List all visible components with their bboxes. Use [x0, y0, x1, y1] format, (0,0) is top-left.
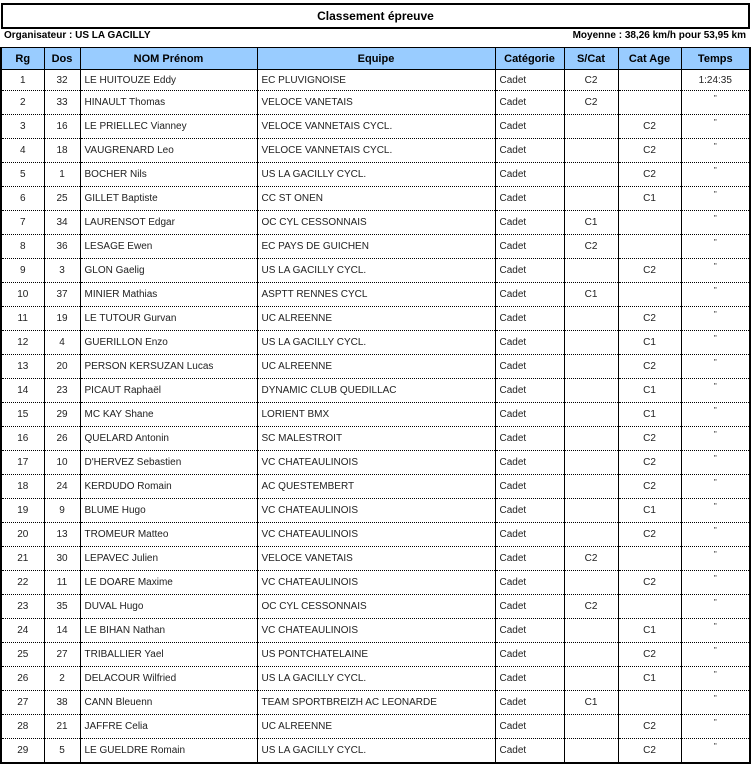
- rank-cell: 14: [1, 379, 44, 403]
- category-cell: Cadet: [495, 70, 564, 91]
- time-cell: ": [681, 571, 750, 595]
- column-header-cat-age: Cat Age: [618, 48, 681, 70]
- cat-age-cell: C1: [618, 667, 681, 691]
- name-cell: BOCHER Nils: [80, 163, 257, 187]
- subcategory-cell: [564, 523, 618, 547]
- average-speed-label: Moyenne : 38,26 km/h pour 53,95 km: [572, 30, 746, 41]
- subcategory-cell: [564, 187, 618, 211]
- name-cell: PERSON KERSUZAN Lucas: [80, 355, 257, 379]
- table-row: [1, 427, 750, 451]
- cat-age-cell: C2: [618, 115, 681, 139]
- category-cell: Cadet: [495, 667, 564, 691]
- name-cell: LE DOARE Maxime: [80, 571, 257, 595]
- subcategory-cell: [564, 355, 618, 379]
- cat-age-cell: C1: [618, 619, 681, 643]
- table-row: [1, 70, 750, 91]
- team-cell: US LA GACILLY CYCL.: [257, 331, 495, 355]
- rank-cell: 23: [1, 595, 44, 619]
- category-cell: Cadet: [495, 91, 564, 115]
- time-cell: ": [681, 163, 750, 187]
- table-row: [1, 259, 750, 283]
- cat-age-cell: C2: [618, 259, 681, 283]
- subcategory-cell: [564, 379, 618, 403]
- category-cell: Cadet: [495, 739, 564, 764]
- category-cell: Cadet: [495, 499, 564, 523]
- page-title: Classement épreuve: [1, 3, 750, 29]
- subcategory-cell: [564, 163, 618, 187]
- table-row: [1, 235, 750, 259]
- name-cell: LE PRIELLEC Vianney: [80, 115, 257, 139]
- time-cell: ": [681, 235, 750, 259]
- cat-age-cell: [618, 211, 681, 235]
- team-cell: OC CYL CESSONNAIS: [257, 211, 495, 235]
- bib-cell: 14: [44, 619, 80, 643]
- category-cell: Cadet: [495, 523, 564, 547]
- time-cell: ": [681, 331, 750, 355]
- cat-age-cell: [618, 547, 681, 571]
- rank-cell: 25: [1, 643, 44, 667]
- subcategory-cell: [564, 427, 618, 451]
- time-cell: ": [681, 715, 750, 739]
- bib-cell: 30: [44, 547, 80, 571]
- team-cell: DYNAMIC CLUB QUEDILLAC: [257, 379, 495, 403]
- name-cell: CANN Bleuenn: [80, 691, 257, 715]
- table-row: [1, 691, 750, 715]
- table-row: [1, 331, 750, 355]
- name-cell: LE BIHAN Nathan: [80, 619, 257, 643]
- time-cell: ": [681, 355, 750, 379]
- cat-age-cell: [618, 70, 681, 91]
- team-cell: US LA GACILLY CYCL.: [257, 667, 495, 691]
- time-cell: ": [681, 451, 750, 475]
- table-row: [1, 739, 750, 764]
- subcategory-cell: [564, 139, 618, 163]
- team-cell: OC CYL CESSONNAIS: [257, 595, 495, 619]
- rank-cell: 18: [1, 475, 44, 499]
- subcategory-cell: [564, 499, 618, 523]
- category-cell: Cadet: [495, 187, 564, 211]
- table-row: [1, 643, 750, 667]
- time-cell: ": [681, 667, 750, 691]
- table-row: [1, 355, 750, 379]
- time-cell: ": [681, 475, 750, 499]
- subcategory-cell: [564, 259, 618, 283]
- subcategory-cell: [564, 619, 618, 643]
- time-cell: ": [681, 523, 750, 547]
- rank-cell: 9: [1, 259, 44, 283]
- column-header-name: NOM Prénom: [80, 48, 257, 70]
- rank-cell: 27: [1, 691, 44, 715]
- rank-cell: 21: [1, 547, 44, 571]
- rank-cell: 11: [1, 307, 44, 331]
- bib-cell: 18: [44, 139, 80, 163]
- team-cell: VELOCE VANNETAIS CYCL.: [257, 139, 495, 163]
- subcategory-cell: [564, 307, 618, 331]
- category-cell: Cadet: [495, 691, 564, 715]
- bib-cell: 20: [44, 355, 80, 379]
- bib-cell: 27: [44, 643, 80, 667]
- name-cell: VAUGRENARD Leo: [80, 139, 257, 163]
- name-cell: HINAULT Thomas: [80, 91, 257, 115]
- table-row: [1, 475, 750, 499]
- time-cell: ": [681, 403, 750, 427]
- team-cell: US LA GACILLY CYCL.: [257, 259, 495, 283]
- rank-cell: 29: [1, 739, 44, 764]
- name-cell: JAFFRE Celia: [80, 715, 257, 739]
- team-cell: LORIENT BMX: [257, 403, 495, 427]
- subcategory-cell: [564, 667, 618, 691]
- name-cell: TRIBALLIER Yael: [80, 643, 257, 667]
- time-cell: ": [681, 139, 750, 163]
- name-cell: MC KAY Shane: [80, 403, 257, 427]
- table-row: [1, 451, 750, 475]
- name-cell: PICAUT Raphaël: [80, 379, 257, 403]
- cat-age-cell: [618, 595, 681, 619]
- category-cell: Cadet: [495, 307, 564, 331]
- rank-cell: 3: [1, 115, 44, 139]
- time-cell: 1:24:35: [681, 70, 750, 91]
- team-cell: ASPTT RENNES CYCL: [257, 283, 495, 307]
- rank-cell: 16: [1, 427, 44, 451]
- category-cell: Cadet: [495, 451, 564, 475]
- bib-cell: 13: [44, 523, 80, 547]
- rank-cell: 24: [1, 619, 44, 643]
- name-cell: MINIER Mathias: [80, 283, 257, 307]
- cat-age-cell: [618, 91, 681, 115]
- table-row: [1, 667, 750, 691]
- subcategory-cell: C2: [564, 91, 618, 115]
- team-cell: UC ALREENNE: [257, 715, 495, 739]
- team-cell: TEAM SPORTBREIZH AC LEONARDE: [257, 691, 495, 715]
- bib-cell: 33: [44, 91, 80, 115]
- name-cell: LE GUELDRE Romain: [80, 739, 257, 764]
- rank-cell: 4: [1, 139, 44, 163]
- header-row: [1, 48, 750, 70]
- category-cell: Cadet: [495, 139, 564, 163]
- bib-cell: 2: [44, 667, 80, 691]
- rank-cell: 26: [1, 667, 44, 691]
- team-cell: US LA GACILLY CYCL.: [257, 739, 495, 764]
- subcategory-cell: [564, 739, 618, 764]
- time-cell: ": [681, 499, 750, 523]
- category-cell: Cadet: [495, 235, 564, 259]
- subcategory-cell: C1: [564, 211, 618, 235]
- subcategory-cell: [564, 571, 618, 595]
- subcategory-cell: [564, 115, 618, 139]
- bib-cell: 29: [44, 403, 80, 427]
- bib-cell: 10: [44, 451, 80, 475]
- name-cell: LESAGE Ewen: [80, 235, 257, 259]
- category-cell: Cadet: [495, 403, 564, 427]
- time-cell: ": [681, 595, 750, 619]
- team-cell: US PONTCHATELAINE: [257, 643, 495, 667]
- team-cell: VC CHATEAULINOIS: [257, 571, 495, 595]
- category-cell: Cadet: [495, 595, 564, 619]
- bib-cell: 38: [44, 691, 80, 715]
- table-row: [1, 547, 750, 571]
- category-cell: Cadet: [495, 619, 564, 643]
- cat-age-cell: C2: [618, 739, 681, 764]
- bib-cell: 4: [44, 331, 80, 355]
- table-row: [1, 595, 750, 619]
- team-cell: UC ALREENNE: [257, 307, 495, 331]
- bib-cell: 36: [44, 235, 80, 259]
- cat-age-cell: [618, 691, 681, 715]
- table-row: [1, 403, 750, 427]
- table-row: [1, 379, 750, 403]
- name-cell: D'HERVEZ Sebastien: [80, 451, 257, 475]
- results-table: [0, 47, 751, 764]
- team-cell: VC CHATEAULINOIS: [257, 499, 495, 523]
- column-header-time: Temps: [681, 48, 750, 70]
- name-cell: TROMEUR Matteo: [80, 523, 257, 547]
- cat-age-cell: C1: [618, 403, 681, 427]
- column-header-category: Catégorie: [495, 48, 564, 70]
- table-row: [1, 91, 750, 115]
- time-cell: ": [681, 643, 750, 667]
- bib-cell: 11: [44, 571, 80, 595]
- category-cell: Cadet: [495, 547, 564, 571]
- cat-age-cell: C2: [618, 139, 681, 163]
- category-cell: Cadet: [495, 715, 564, 739]
- team-cell: VC CHATEAULINOIS: [257, 451, 495, 475]
- subcategory-cell: [564, 643, 618, 667]
- time-cell: ": [681, 307, 750, 331]
- table-row: [1, 187, 750, 211]
- bib-cell: 25: [44, 187, 80, 211]
- category-cell: Cadet: [495, 211, 564, 235]
- table-row: [1, 139, 750, 163]
- name-cell: QUELARD Antonin: [80, 427, 257, 451]
- rank-cell: 20: [1, 523, 44, 547]
- time-cell: ": [681, 259, 750, 283]
- cat-age-cell: C1: [618, 499, 681, 523]
- cat-age-cell: C1: [618, 187, 681, 211]
- name-cell: DUVAL Hugo: [80, 595, 257, 619]
- category-cell: Cadet: [495, 163, 564, 187]
- subcategory-cell: C2: [564, 70, 618, 91]
- cat-age-cell: C2: [618, 427, 681, 451]
- time-cell: ": [681, 187, 750, 211]
- column-header-subcategory: S/Cat: [564, 48, 618, 70]
- subcategory-cell: [564, 331, 618, 355]
- team-cell: VELOCE VANETAIS: [257, 91, 495, 115]
- cat-age-cell: C2: [618, 475, 681, 499]
- name-cell: KERDUDO Romain: [80, 475, 257, 499]
- name-cell: LAURENSOT Edgar: [80, 211, 257, 235]
- rank-cell: 22: [1, 571, 44, 595]
- bib-cell: 21: [44, 715, 80, 739]
- time-cell: ": [681, 211, 750, 235]
- category-cell: Cadet: [495, 259, 564, 283]
- cat-age-cell: [618, 283, 681, 307]
- cat-age-cell: [618, 235, 681, 259]
- category-cell: Cadet: [495, 475, 564, 499]
- bib-cell: 24: [44, 475, 80, 499]
- rank-cell: 13: [1, 355, 44, 379]
- category-cell: Cadet: [495, 115, 564, 139]
- table-row: [1, 715, 750, 739]
- subcategory-cell: C2: [564, 595, 618, 619]
- team-cell: VELOCE VANETAIS: [257, 547, 495, 571]
- bib-cell: 23: [44, 379, 80, 403]
- team-cell: VC CHATEAULINOIS: [257, 523, 495, 547]
- name-cell: BLUME Hugo: [80, 499, 257, 523]
- time-cell: ": [681, 739, 750, 764]
- cat-age-cell: C2: [618, 307, 681, 331]
- name-cell: LE HUITOUZE Eddy: [80, 70, 257, 91]
- time-cell: ": [681, 115, 750, 139]
- team-cell: EC PAYS DE GUICHEN: [257, 235, 495, 259]
- category-cell: Cadet: [495, 643, 564, 667]
- table-row: [1, 523, 750, 547]
- time-cell: ": [681, 547, 750, 571]
- team-cell: EC PLUVIGNOISE: [257, 70, 495, 91]
- time-cell: ": [681, 619, 750, 643]
- meta-row: [4, 28, 746, 44]
- subcategory-cell: C1: [564, 283, 618, 307]
- bib-cell: 3: [44, 259, 80, 283]
- rank-cell: 7: [1, 211, 44, 235]
- column-header-team: Equipe: [257, 48, 495, 70]
- cat-age-cell: C2: [618, 355, 681, 379]
- subcategory-cell: [564, 451, 618, 475]
- table-row: [1, 283, 750, 307]
- time-cell: ": [681, 91, 750, 115]
- category-cell: Cadet: [495, 331, 564, 355]
- bib-cell: 32: [44, 70, 80, 91]
- subcategory-cell: C2: [564, 547, 618, 571]
- column-header-dos: Dos: [44, 48, 80, 70]
- bib-cell: 34: [44, 211, 80, 235]
- time-cell: ": [681, 283, 750, 307]
- subcategory-cell: C2: [564, 235, 618, 259]
- rank-cell: 17: [1, 451, 44, 475]
- name-cell: GILLET Baptiste: [80, 187, 257, 211]
- category-cell: Cadet: [495, 355, 564, 379]
- rank-cell: 12: [1, 331, 44, 355]
- time-cell: ": [681, 427, 750, 451]
- bib-cell: 16: [44, 115, 80, 139]
- rank-cell: 19: [1, 499, 44, 523]
- team-cell: UC ALREENNE: [257, 355, 495, 379]
- bib-cell: 26: [44, 427, 80, 451]
- cat-age-cell: C2: [618, 571, 681, 595]
- table-row: [1, 307, 750, 331]
- subcategory-cell: C1: [564, 691, 618, 715]
- subcategory-cell: [564, 715, 618, 739]
- table-row: [1, 571, 750, 595]
- table-row: [1, 163, 750, 187]
- rank-cell: 1: [1, 70, 44, 91]
- name-cell: LE TUTOUR Gurvan: [80, 307, 257, 331]
- name-cell: GLON Gaelig: [80, 259, 257, 283]
- column-header-rg: Rg: [1, 48, 44, 70]
- category-cell: Cadet: [495, 283, 564, 307]
- bib-cell: 19: [44, 307, 80, 331]
- table-row: [1, 115, 750, 139]
- cat-age-cell: C2: [618, 643, 681, 667]
- cat-age-cell: C1: [618, 331, 681, 355]
- bib-cell: 1: [44, 163, 80, 187]
- rank-cell: 2: [1, 91, 44, 115]
- table-row: [1, 499, 750, 523]
- cat-age-cell: C1: [618, 379, 681, 403]
- team-cell: US LA GACILLY CYCL.: [257, 163, 495, 187]
- team-cell: SC MALESTROIT: [257, 427, 495, 451]
- bib-cell: 35: [44, 595, 80, 619]
- team-cell: AC QUESTEMBERT: [257, 475, 495, 499]
- organiser-label: Organisateur : US LA GACILLY: [4, 30, 151, 41]
- table-row: [1, 211, 750, 235]
- bib-cell: 9: [44, 499, 80, 523]
- cat-age-cell: C2: [618, 163, 681, 187]
- cat-age-cell: C2: [618, 715, 681, 739]
- table-row: [1, 619, 750, 643]
- rank-cell: 28: [1, 715, 44, 739]
- cat-age-cell: C2: [618, 523, 681, 547]
- team-cell: VELOCE VANNETAIS CYCL.: [257, 115, 495, 139]
- rank-cell: 5: [1, 163, 44, 187]
- name-cell: GUERILLON Enzo: [80, 331, 257, 355]
- time-cell: ": [681, 379, 750, 403]
- rank-cell: 8: [1, 235, 44, 259]
- bib-cell: 37: [44, 283, 80, 307]
- cat-age-cell: C2: [618, 451, 681, 475]
- subcategory-cell: [564, 475, 618, 499]
- time-cell: ": [681, 691, 750, 715]
- category-cell: Cadet: [495, 427, 564, 451]
- name-cell: LEPAVEC Julien: [80, 547, 257, 571]
- category-cell: Cadet: [495, 379, 564, 403]
- rank-cell: 6: [1, 187, 44, 211]
- category-cell: Cadet: [495, 571, 564, 595]
- team-cell: CC ST ONEN: [257, 187, 495, 211]
- team-cell: VC CHATEAULINOIS: [257, 619, 495, 643]
- subcategory-cell: [564, 403, 618, 427]
- bib-cell: 5: [44, 739, 80, 764]
- name-cell: DELACOUR Wilfried: [80, 667, 257, 691]
- rank-cell: 10: [1, 283, 44, 307]
- rank-cell: 15: [1, 403, 44, 427]
